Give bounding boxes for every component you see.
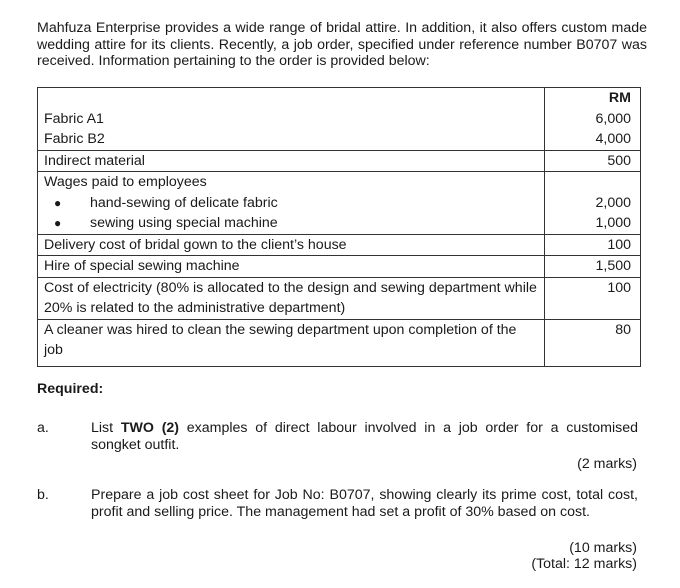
indirect-material-label: Indirect material [44, 152, 145, 169]
fabric-b2-label: Fabric B2 [44, 131, 105, 147]
electricity-value: 100 [607, 279, 631, 296]
bullet-icon: ● [54, 216, 62, 230]
question-a-marks: (2 marks) [577, 456, 637, 472]
emphasis-text: TWO (2) [120, 420, 180, 436]
delivery-value: 100 [607, 236, 631, 253]
question-a-label: a. [37, 420, 49, 436]
table-row [38, 172, 641, 235]
required-heading: Required: [37, 381, 104, 397]
table-row [38, 256, 641, 278]
hire-value: 1,500 [595, 258, 631, 274]
electricity-label: Cost of electricity (80% is allocated to the design and sewing department while 20% is related to the administrative department) [44, 279, 537, 316]
wages-label: Wages paid to employees [44, 174, 207, 190]
fabric-a1-value: 6,000 [595, 110, 631, 127]
question-a-text: List TWO (2) examples of direct labour involved in a job order for a customised songket outfit. [91, 420, 638, 453]
table-row [38, 277, 641, 319]
table-row [38, 88, 641, 151]
table-row [38, 150, 641, 172]
list-item [44, 213, 538, 234]
wages-item-label: sewing using special machine [90, 215, 278, 231]
list-item [44, 193, 538, 214]
job-order-cost-table [37, 87, 641, 367]
currency-header: RM [608, 90, 631, 106]
description-cell [38, 88, 545, 151]
wages-item-value: 1,000 [595, 215, 631, 231]
wages-item-label: hand-sewing of delicate fabric [90, 194, 278, 211]
cleaner-label: A cleaner was hired to clean the sewing department upon completion of the job [44, 321, 517, 358]
question-b-label: b. [37, 487, 49, 503]
indirect-material-value: 500 [607, 152, 631, 169]
question-b-text: Prepare a job cost sheet for Job No: B0707, showing clearly its prime cost, total cost, profit and selling price. The management had set a profit of 30% based on cost. [91, 487, 638, 520]
intro-paragraph: Mahfuza Enterprise provides a wide range of bridal attire. In addition, it also offers custom made wedding attire for its clients. Recently, a job order, specified under reference number B0707 was received. Information pertaining to the order is provided below: [37, 20, 647, 69]
fabric-a1-label: Fabric A1 [44, 110, 104, 127]
delivery-label: Delivery cost of bridal gown to the client’s house [44, 236, 347, 253]
table-row [38, 234, 641, 256]
fabric-b2-value: 4,000 [595, 131, 631, 147]
question-b-marks: (10 marks) [569, 540, 637, 556]
total-marks: (Total: 12 marks) [531, 556, 637, 572]
cleaner-value: 80 [615, 321, 631, 338]
bullet-icon: ● [54, 195, 62, 210]
amount-cell [545, 88, 641, 151]
hire-label: Hire of special sewing machine [44, 258, 240, 274]
wages-item-value: 2,000 [595, 194, 631, 211]
table-row [38, 319, 641, 366]
